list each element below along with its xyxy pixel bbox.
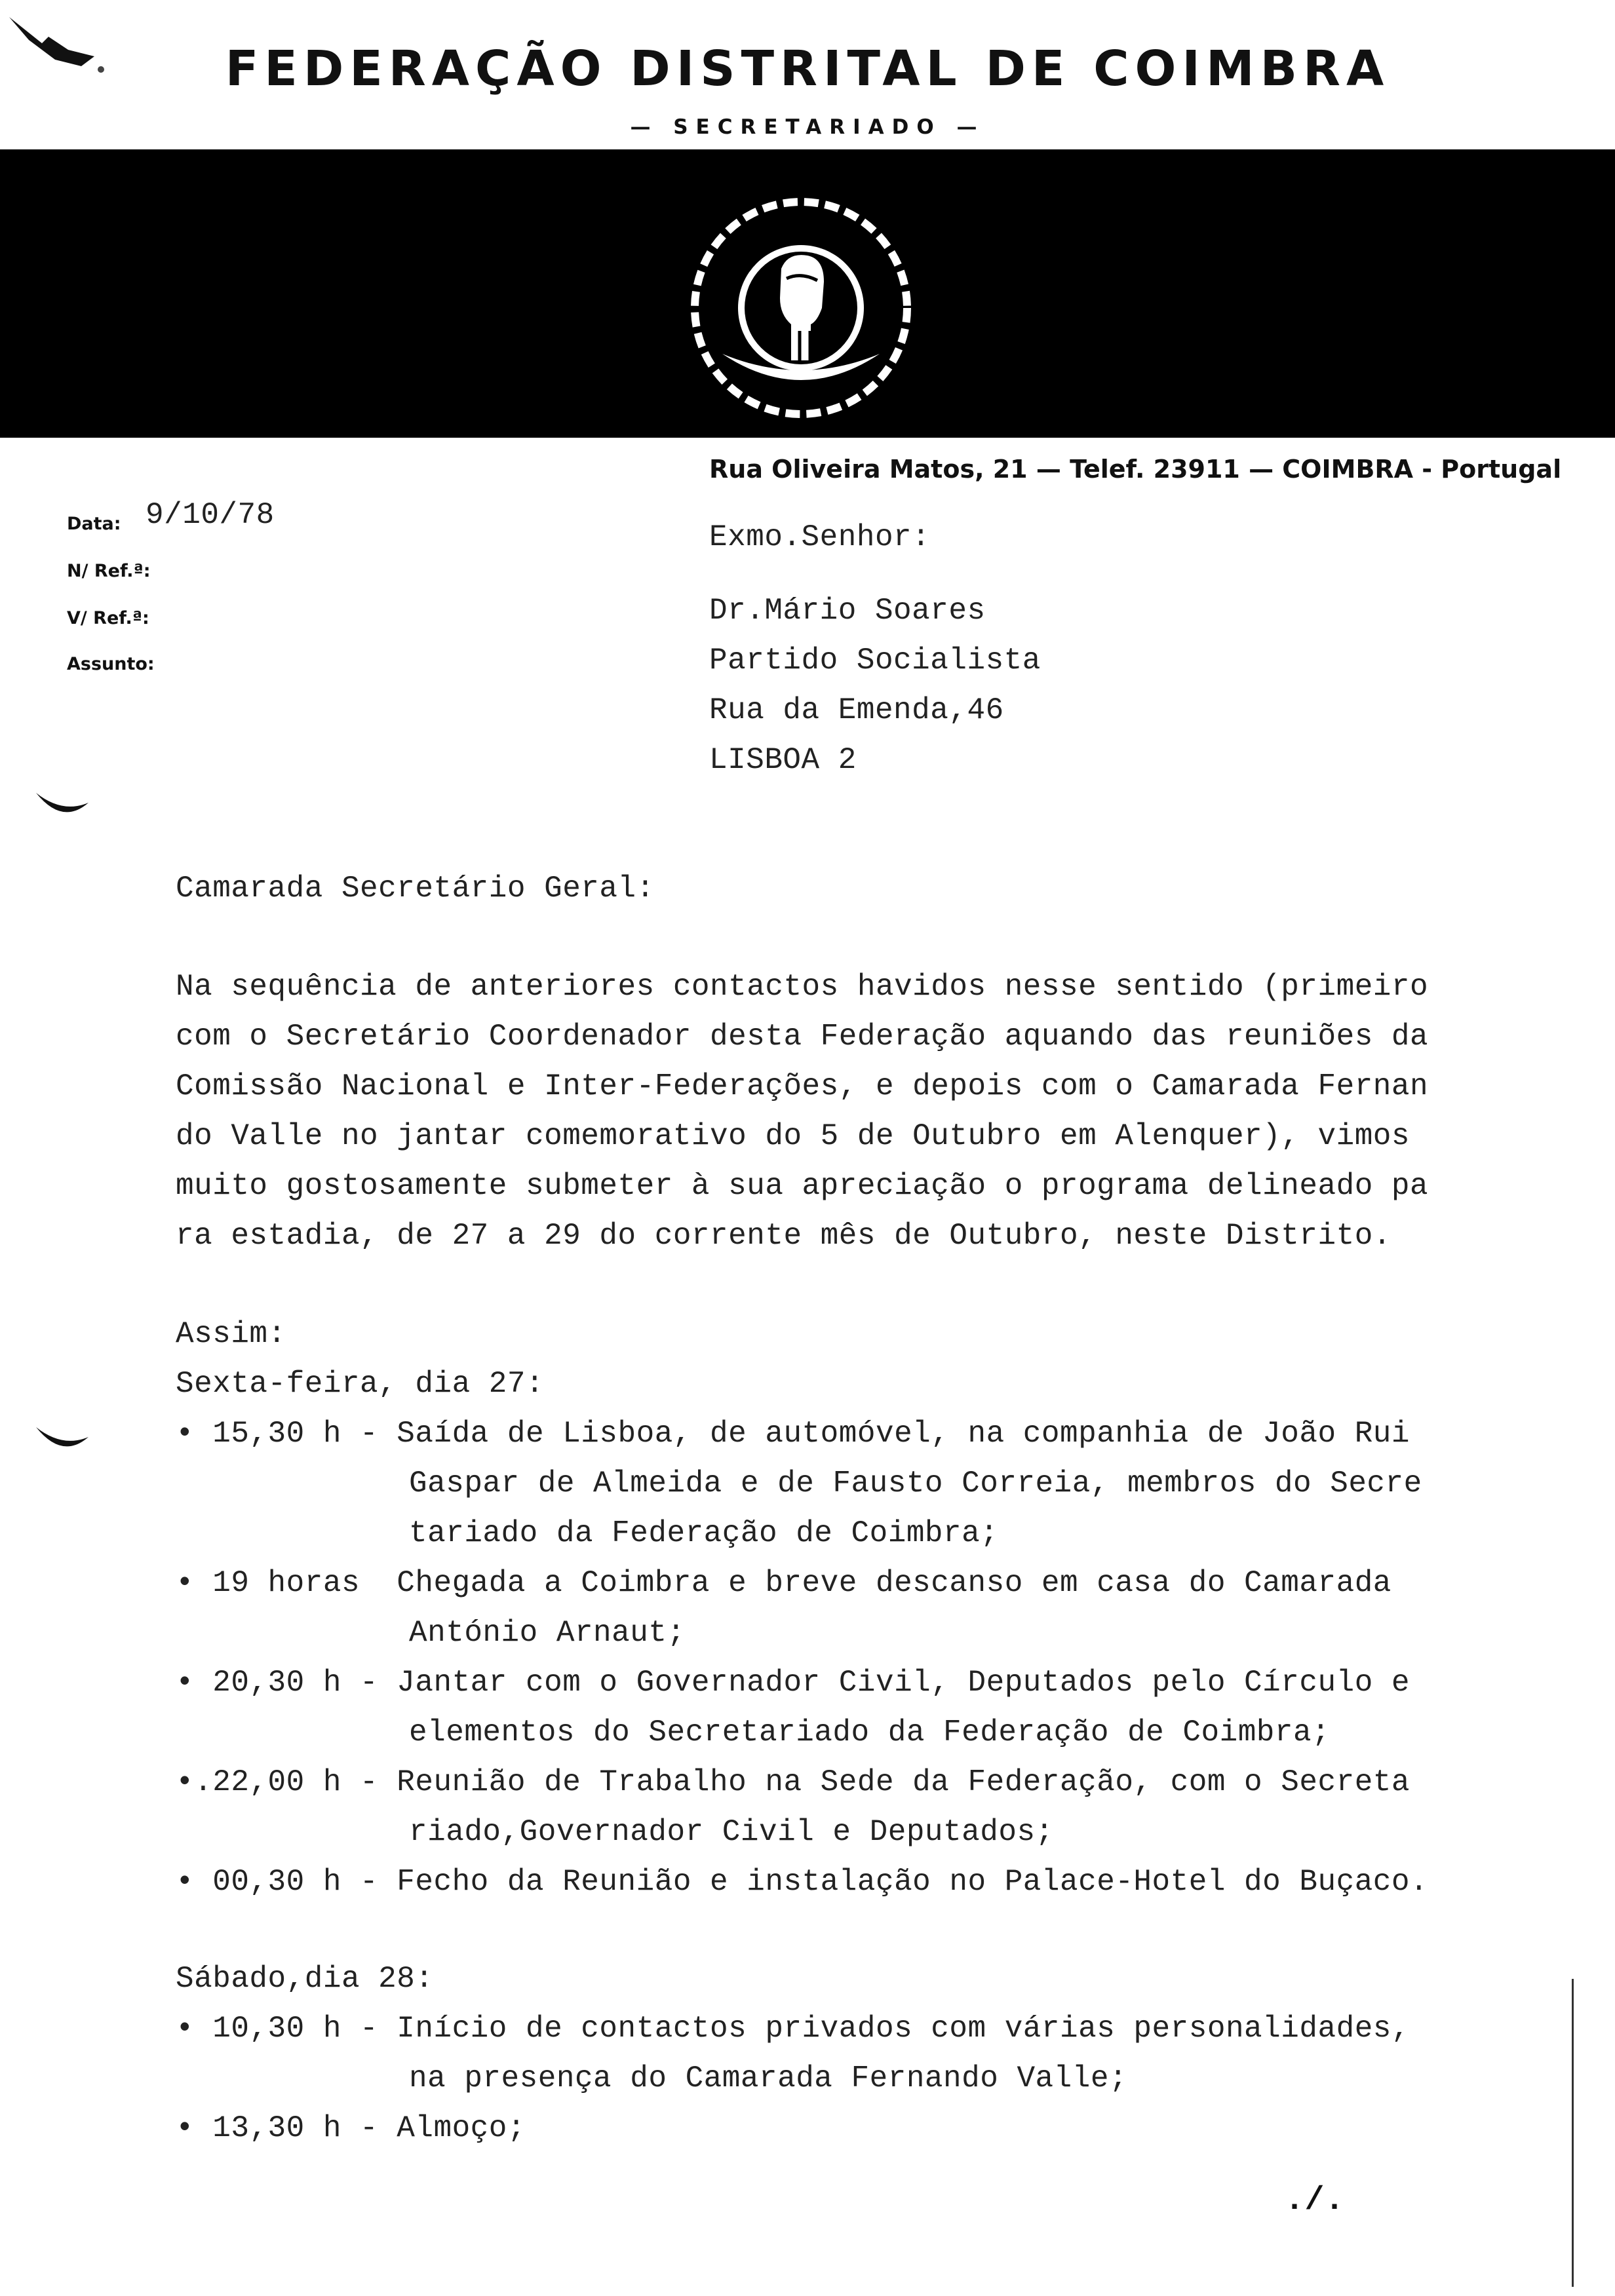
schedule-item: • 15,30 h - Saída de Lisboa, de automóvel, na companhia de João Rui — [176, 1417, 1411, 1451]
recipient-street: Rua da Emenda,46 — [709, 693, 1004, 727]
organization-address: Rua Oliveira Matos, 21 — Telef. 23911 — COIMBRA - Portugal — [709, 455, 1562, 484]
schedule-item: • 20,30 h - Jantar com o Governador Civil, Deputados pelo Círculo e — [176, 1666, 1411, 1700]
continuation-mark: ./. — [1285, 2182, 1345, 2219]
greeting: Camarada Secretário Geral: — [176, 871, 655, 906]
paragraph-line: do Valle no jantar comemorativo do 5 de Outubro em Alenquer), vimos — [176, 1119, 1411, 1153]
schedule-item: • 19 horas Chegada a Coimbra e breve descanso em casa do Camarada — [176, 1566, 1391, 1600]
schedule-item-continuation: elementos do Secretariado da Federação de Coimbra; — [409, 1715, 1331, 1750]
your-reference-label: V/ Ref.ª: — [67, 608, 149, 628]
page-edge-line — [1572, 1979, 1574, 2287]
schedule-item-continuation: tariado da Federação de Coimbra; — [409, 1516, 999, 1550]
schedule-item: • 00,30 h - Fecho da Reunião e instalação no Palace-Hotel do Buçaco. — [176, 1865, 1429, 1899]
recipient-name: Dr.Mário Soares — [709, 594, 986, 628]
schedule-item-continuation: na presença do Camarada Fernando Valle; — [409, 2061, 1128, 2095]
margin-mark — [33, 1421, 92, 1463]
paragraph-line: com o Secretário Coordenador desta Federação aquando das reuniões da — [176, 1020, 1429, 1054]
day-heading: Sábado,dia 28: — [176, 1962, 434, 1996]
schedule-item-continuation: Gaspar de Almeida e de Fausto Correia, membros do Secre — [409, 1466, 1422, 1501]
our-reference-label: N/ Ref.ª: — [67, 561, 151, 581]
paragraph-line: Comissão Nacional e Inter-Federações, e depois com o Camarada Fernan — [176, 1069, 1429, 1103]
date-value: 9/10/78 — [146, 498, 275, 532]
organization-title: FEDERAÇÃO DISTRITAL DE COIMBRA — [225, 41, 1390, 97]
fist-rose-emblem-icon — [683, 190, 919, 429]
recipient-salutation: Exmo.Senhor: — [709, 520, 931, 554]
subject-label: Assunto: — [67, 654, 155, 674]
schedule-item: •.22,00 h - Reunião de Trabalho na Sede da Federação, com o Secreta — [176, 1765, 1411, 1799]
schedule-item: • 13,30 h - Almoço; — [176, 2111, 526, 2145]
organization-subtitle: — SECRETARIADO — — [630, 115, 985, 139]
paragraph-line: ra estadia, de 27 a 29 do corrente mês de Outubro, neste Distrito. — [176, 1219, 1391, 1253]
margin-mark — [33, 786, 92, 829]
paragraph-line: Na sequência de anteriores contactos havidos nesse sentido (primeiro — [176, 970, 1429, 1004]
program-intro: Assim: — [176, 1317, 286, 1351]
recipient-city: LISBOA 2 — [709, 743, 857, 777]
day-heading: Sexta-feira, dia 27: — [176, 1367, 545, 1401]
paragraph-line: muito gostosamente submeter à sua apreciação o programa delineado pa — [176, 1169, 1429, 1203]
date-label: Data: — [67, 514, 121, 534]
schedule-item-continuation: riado,Governador Civil e Deputados; — [409, 1815, 1054, 1849]
recipient-party: Partido Socialista — [709, 643, 1041, 678]
schedule-item: • 10,30 h - Início de contactos privados com várias personalidades, — [176, 2012, 1411, 2046]
schedule-item-continuation: António Arnaut; — [409, 1616, 686, 1650]
